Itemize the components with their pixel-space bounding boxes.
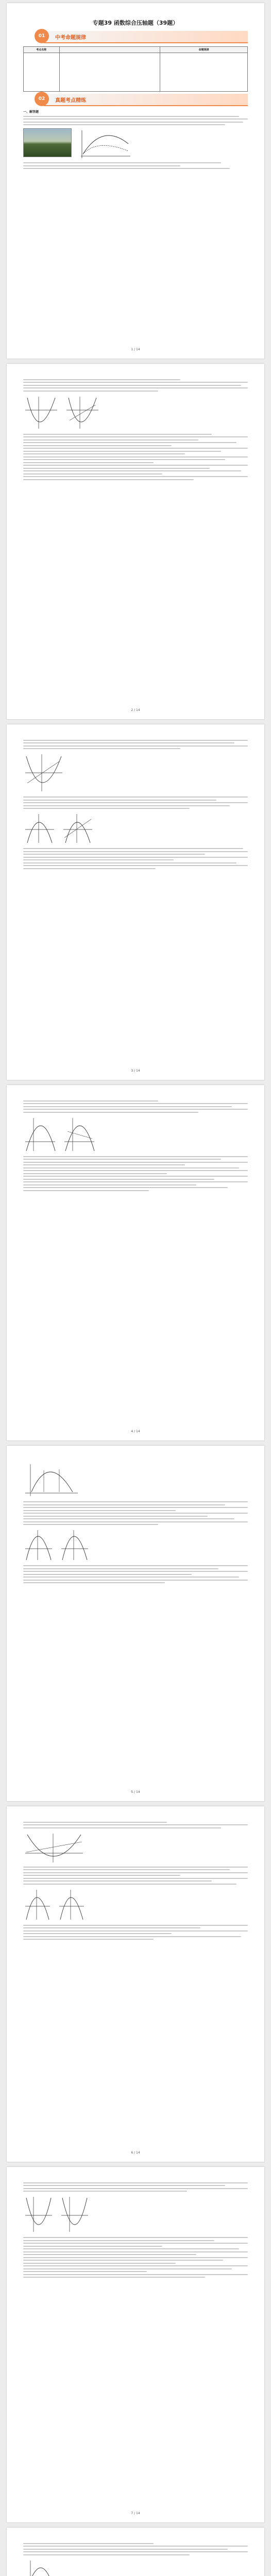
- page-7: [7, 2167, 264, 2522]
- parabola-graph-icon: [23, 395, 59, 431]
- banner-number: 01: [35, 29, 49, 43]
- parabola-graph-icon: [23, 812, 56, 845]
- page-3: [7, 724, 264, 1080]
- parabola-graph-icon: [59, 1528, 90, 1562]
- document-title: 专题39 函数综合压轴题（39题）: [92, 20, 179, 26]
- table-cell: [160, 53, 248, 92]
- page-footer: 2 / 14: [131, 708, 140, 712]
- field-photo-icon: [23, 128, 72, 157]
- table-header: 命题规律: [160, 47, 248, 53]
- table-header: [59, 47, 160, 53]
- table-cell: [59, 53, 160, 92]
- page-6: [7, 1806, 264, 2162]
- page-2: [7, 364, 264, 719]
- page-5: [7, 1446, 264, 1801]
- knowledge-table: [23, 46, 248, 92]
- page-footer: 6 / 14: [131, 2151, 140, 2155]
- table-cell: [24, 53, 60, 92]
- page-4: [7, 1085, 264, 1440]
- parabola-graph-icon: [57, 1888, 86, 1922]
- table-header: 考点名称: [24, 47, 60, 53]
- page-footer: 3 / 14: [131, 1069, 140, 1073]
- parabola-graph-icon: [23, 2195, 54, 2234]
- page-8: [7, 2528, 264, 2576]
- table-row: [24, 53, 248, 92]
- parabola-graph-icon: [64, 395, 100, 431]
- parabola-graph-icon: [23, 1888, 52, 1922]
- banner-exam-practice: [38, 94, 248, 106]
- banner-label: 真题考点精练: [55, 98, 86, 104]
- parabola-graph-icon: [23, 1462, 80, 1498]
- page-footer: 1 / 14: [131, 348, 140, 351]
- page-footer: 4 / 14: [131, 1430, 140, 1433]
- parabola-graph-icon: [23, 2558, 57, 2576]
- page-footer: 7 / 14: [131, 2512, 140, 2515]
- parabola-graph-icon: [62, 1116, 96, 1153]
- parabola-graph-icon: [23, 1832, 85, 1863]
- page-footer: 5 / 14: [131, 1790, 140, 1794]
- parabola-graph-icon: [59, 2195, 90, 2234]
- parabola-graph-icon: [23, 1116, 57, 1153]
- section-heading: 一、解答题: [23, 110, 39, 114]
- parabola-graph-icon: [23, 1528, 54, 1562]
- page-1: [7, 3, 264, 359]
- banner-label: 中考命题规律: [55, 35, 86, 41]
- banner-exam-pattern: [38, 31, 248, 43]
- parabola-graph-icon: [77, 128, 133, 159]
- parabola-graph-icon: [23, 752, 64, 793]
- banner-number: 02: [35, 92, 49, 106]
- parabola-graph-icon: [61, 812, 94, 845]
